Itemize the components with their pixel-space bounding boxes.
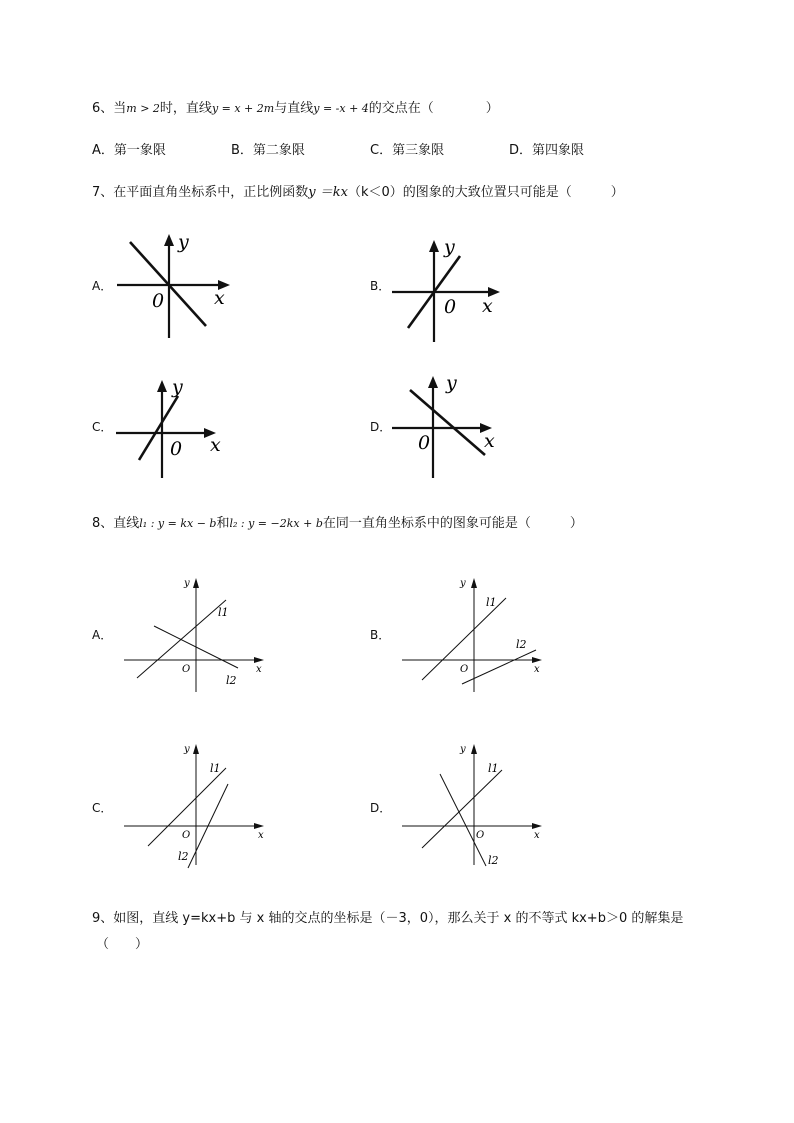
q8b-y-label: y xyxy=(460,578,466,589)
q8a-origin-label: O xyxy=(182,664,191,675)
q7-graph-c xyxy=(112,376,242,486)
q6-option-b: B．第二象限 xyxy=(231,143,305,158)
q7a-x-label: x xyxy=(214,287,225,309)
q8-graph-c xyxy=(122,740,272,870)
q8c-y-label: y xyxy=(184,744,190,755)
q8-graph-b xyxy=(400,574,550,694)
q7b-y-label: y xyxy=(444,236,455,258)
q7c-y-label: y xyxy=(172,376,183,398)
q7-label-d: D． xyxy=(370,420,392,434)
q8-label-d: D． xyxy=(370,801,392,815)
q6-equation-2: y = -x + 4 xyxy=(313,102,369,115)
q7d-origin-label: 0 xyxy=(418,432,431,454)
q6-option-c: C．第三象限 xyxy=(370,143,445,158)
q8-mid: 和 xyxy=(216,516,230,531)
q7-label-c: C． xyxy=(92,420,113,434)
q8-label-b: B． xyxy=(370,628,391,642)
q8c-l2-label: l2 xyxy=(178,850,189,863)
q8d-y-label: y xyxy=(460,744,466,755)
q8a-l1-label: l1 xyxy=(218,606,229,619)
q8-label-c: C． xyxy=(92,801,113,815)
q7d-x-label: x xyxy=(484,430,495,452)
q7-prefix: 7、在平面直角坐标系中，正比例函数 xyxy=(92,185,309,200)
q8-graph-d xyxy=(400,740,550,870)
q6-condition: m > 2 xyxy=(126,102,160,115)
q6-mid2: 与直线 xyxy=(274,101,314,116)
q7c-origin-label: 0 xyxy=(170,438,183,460)
q8-prefix: 8、直线 xyxy=(92,516,140,531)
q7d-y-label: y xyxy=(446,372,457,394)
q8c-l1-label: l1 xyxy=(210,762,221,775)
q8-suffix: 在同一直角坐标系中的图象可能是（ ） xyxy=(322,516,583,531)
q8c-origin-label: O xyxy=(182,830,191,841)
q6-prefix: 6、当 xyxy=(92,101,127,116)
q8d-l1-label: l1 xyxy=(488,762,499,775)
q6-option-a: A．第一象限 xyxy=(92,143,166,158)
q7-label-b: B． xyxy=(370,279,391,293)
q8a-x-label: x xyxy=(256,664,262,675)
q7b-x-label: x xyxy=(482,295,493,317)
q6-mid1: 时，直线 xyxy=(159,101,212,116)
q7-graph-a xyxy=(112,230,242,340)
q8-label-a: A． xyxy=(92,628,113,642)
q8b-origin-label: O xyxy=(460,664,469,675)
q7-graph-d xyxy=(388,372,518,482)
question-9-stem: 9、如图，直线 y=kx+b 与 x 轴的交点的坐标是（－3，0），那么关于 x 的不等式 kx+b＞0 的解集是 xyxy=(92,911,684,926)
q7a-origin-label: 0 xyxy=(152,290,165,312)
question-7-stem xyxy=(92,184,624,202)
q8b-x-label: x xyxy=(534,664,540,675)
q8-line-2-equation: l₂ : y = −2kx + b xyxy=(229,517,323,530)
q8d-l2-label: l2 xyxy=(488,854,499,867)
q8c-x-label: x xyxy=(258,830,264,841)
q8-line-1-equation: l₁ : y = kx − b xyxy=(139,517,217,530)
question-6-stem xyxy=(92,100,499,118)
q8b-l1-label: l1 xyxy=(486,596,497,609)
q8a-l2-label: l2 xyxy=(226,674,237,687)
q7b-origin-label: 0 xyxy=(444,296,457,318)
q8b-l2-label: l2 xyxy=(516,638,527,651)
question-9-answer-blank: （ ） xyxy=(96,937,149,952)
q8d-origin-label: O xyxy=(476,830,485,841)
q6-option-d: D．第四象限 xyxy=(509,143,585,158)
q7-condition: （k＜0） xyxy=(347,185,403,200)
q6-equation-1: y = x + 2m xyxy=(211,102,275,115)
q8-graph-a xyxy=(122,574,272,694)
q8a-y-label: y xyxy=(184,578,190,589)
q7-equation: y ＝kx xyxy=(308,185,348,200)
q7-label-a: A． xyxy=(92,279,113,293)
q7-suffix: 的图象的大致位置只可能是（ ） xyxy=(402,185,624,200)
q8d-x-label: x xyxy=(534,830,540,841)
question-8-stem xyxy=(92,515,583,533)
q7c-x-label: x xyxy=(210,434,221,456)
q6-suffix: 的交点在（ ） xyxy=(368,101,499,116)
q7a-y-label: y xyxy=(178,231,189,253)
q7-graph-b xyxy=(388,236,518,346)
